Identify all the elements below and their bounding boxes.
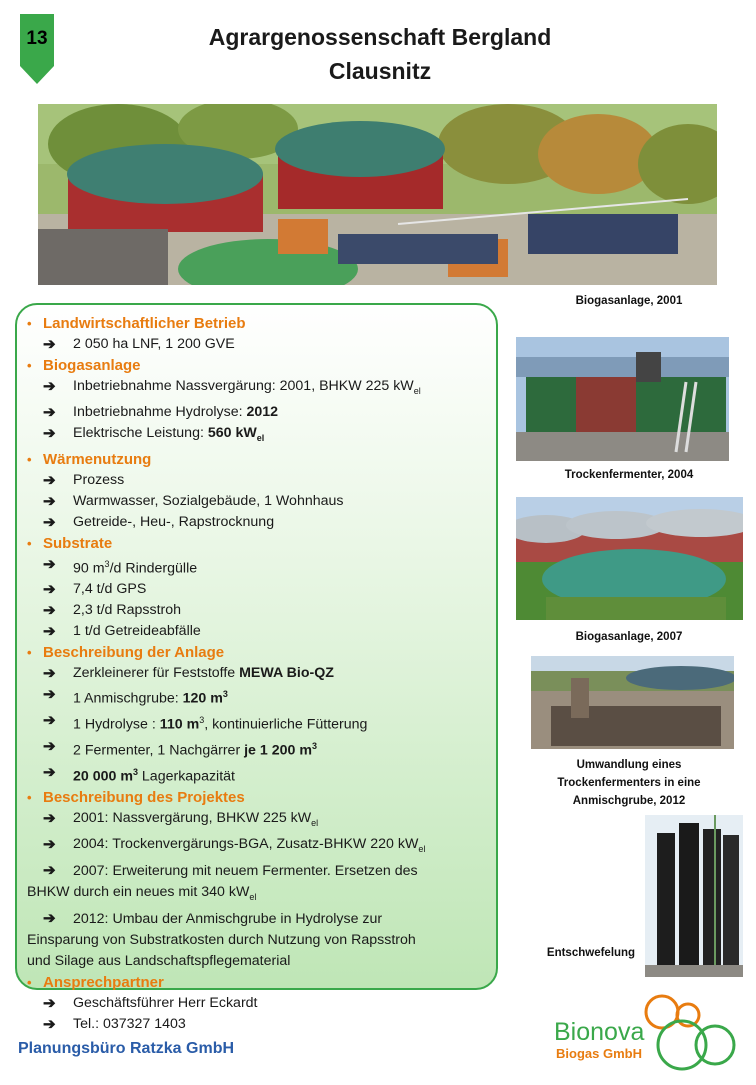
info-box — [15, 303, 498, 1033]
list-item: ➔ Elektrische Leistung: 560 $kW_{el}$ — [43, 424, 265, 443]
list-item: ➔ 20 000 $m^3$ Lagerkapazität — [43, 763, 235, 785]
list-item: ➔ 2012: Umbau der Anmischgrube in Hydrolyse zur — [43, 909, 383, 927]
arrow-right-icon: ➔ — [43, 336, 56, 353]
list-item: ➔ 1 Hydrolyse : 110 $m^3$, kontinuierliche Fütterung — [43, 712, 368, 733]
bullet-icon: • — [27, 451, 32, 467]
list-item: ➔ Inbetriebnahme Hydrolyse: 2012 — [43, 403, 279, 421]
arrow-right-icon: ➔ — [43, 994, 56, 1012]
arrow-right-icon: ➔ — [43, 861, 56, 879]
photo-biogasanlage-2001 — [38, 104, 717, 285]
photo-trockenfermenter-2004 — [516, 337, 729, 461]
logo-subtitle: Biogas GmbH — [556, 1046, 642, 1061]
title-line-2: Clausnitz — [328, 58, 432, 84]
caption-photo-4 — [515, 756, 743, 810]
list-item: ➔ Prozess — [43, 471, 125, 489]
section-betrieb — [27, 313, 478, 355]
section-biogasanlage — [27, 355, 478, 449]
page-number: 13 — [26, 28, 48, 49]
bullet-icon: • — [27, 358, 32, 373]
section-ansprechpartner — [27, 972, 478, 1035]
section-title: Wärmenutzung — [43, 450, 152, 468]
list-item: ➔ 2,3 t/d Rapsstroh — [43, 602, 182, 620]
section-projekt — [27, 787, 478, 971]
company-name-footer: Planungsbüro Ratzka GmbH — [18, 1040, 235, 1057]
caption-photo-4-line-2: Trockenfermenters in eine — [557, 777, 701, 789]
arrow-right-icon: ➔ — [43, 686, 56, 704]
bullet-icon: • — [27, 316, 32, 331]
list-item: ➔ 1 Anmischgrube: 120 $m^3$ — [43, 686, 228, 708]
section-title: Substrate — [43, 534, 113, 552]
list-item: ➔ 2007: Erweiterung mit neuem Fermenter. Ersetzen des — [43, 861, 418, 879]
section-waermenutzung — [27, 449, 478, 533]
section-title: Landwirtschaftlicher Betrieb — [43, 315, 246, 332]
caption-photo-5: Entschwefelung — [546, 947, 636, 959]
caption-photo-4-line-3: Anmischgrube, 2012 — [572, 795, 686, 807]
list-item: ➔ 2 Fermenter, 1 Nachgärrer je 1 200 $m^3$ — [43, 737, 317, 759]
arrow-right-icon: ➔ — [43, 378, 56, 395]
bullet-icon: • — [27, 974, 32, 990]
section-anlage — [27, 642, 478, 787]
arrow-right-icon: ➔ — [43, 737, 56, 755]
list-item: ➔ Getreide-, Heu-, Rapstrocknung — [43, 513, 275, 531]
list-item: ➔ 2 050 ha LNF, 1 200 GVE — [43, 336, 235, 353]
arrow-right-icon: ➔ — [43, 602, 56, 620]
caption-photo-2: Trockenfermenter, 2004 — [564, 469, 694, 481]
section-title: Beschreibung des Projektes — [43, 789, 245, 807]
photo-biogasanlage-2007 — [516, 497, 743, 620]
caption-photo-3: Biogasanlage, 2007 — [575, 631, 683, 643]
section-title: Beschreibung der Anlage — [43, 644, 225, 662]
list-item: ➔ Zerkleinerer für Feststoffe MEWA Bio-QZ — [43, 665, 334, 683]
photo-umwandlung-trockenfermenter — [531, 656, 734, 749]
arrow-right-icon: ➔ — [43, 623, 56, 641]
arrow-right-icon: ➔ — [43, 712, 56, 730]
section-substrate — [27, 533, 478, 643]
arrow-right-icon: ➔ — [43, 763, 56, 781]
list-item: ➔ Geschäftsführer Herr Eckardt — [43, 994, 258, 1012]
arrow-right-icon: ➔ — [43, 513, 56, 531]
list-item-continuation: Einsparung von Substratkosten durch Nutzung von Rapsstroh — [27, 931, 416, 948]
bullet-icon: • — [27, 645, 32, 661]
section-title: Ansprechpartner — [43, 973, 164, 991]
photo-entschwefelung — [645, 815, 743, 977]
list-item: ➔ Tel.: 037327 1403 — [43, 1015, 186, 1033]
list-item: ➔ Inbetriebnahme Nassvergärung: 2001, BHKW 225 $kW_{el}$ — [43, 378, 421, 396]
arrow-right-icon: ➔ — [43, 1015, 56, 1033]
page-title — [120, 20, 640, 88]
list-item: ➔ 2004: Trockenvergärungs-BGA, Zusatz-BHKW 220 $kW_{el}$ — [43, 836, 426, 854]
list-item-continuation: BHKW durch ein neues mit 340 $kW_{el}$ — [27, 883, 257, 902]
arrow-right-icon: ➔ — [43, 492, 56, 510]
arrow-right-icon: ➔ — [43, 836, 56, 854]
arrow-right-icon: ➔ — [43, 665, 56, 683]
list-item: ➔ 7,4 t/d GPS — [43, 581, 147, 599]
arrow-right-icon: ➔ — [43, 555, 56, 573]
arrow-right-icon: ➔ — [43, 581, 56, 599]
arrow-right-icon: ➔ — [43, 424, 56, 442]
arrow-right-icon: ➔ — [43, 909, 56, 927]
page-number-badge — [20, 14, 54, 84]
caption-photo-1: Biogasanlage, 2001 — [575, 295, 683, 307]
section-title: Biogasanlage — [43, 357, 141, 374]
logo-name: Bionova — [554, 1018, 645, 1046]
list-item: ➔ 2001: Nassvergärung, BHKW 225 $kW_{el}$ — [43, 810, 319, 829]
arrow-right-icon: ➔ — [43, 403, 56, 421]
arrow-right-icon: ➔ — [43, 810, 56, 828]
list-item: ➔ Warmwasser, Sozialgebäude, 1 Wohnhaus — [43, 492, 344, 510]
bullet-icon: • — [27, 535, 32, 551]
list-item: ➔ 90 $m^3/d$ Rindergülle — [43, 555, 198, 577]
title-line-1: Agrargenossenschaft Bergland — [208, 24, 552, 50]
list-item: ➔ 1 t/d Getreideabfälle — [43, 623, 201, 641]
list-item-continuation: und Silage aus Landschaftspflegematerial — [27, 952, 291, 969]
arrow-right-icon: ➔ — [43, 471, 56, 489]
caption-photo-4-line-1: Umwandlung eines — [576, 759, 682, 771]
bullet-icon: • — [27, 790, 32, 806]
bionova-logo — [550, 990, 740, 1075]
